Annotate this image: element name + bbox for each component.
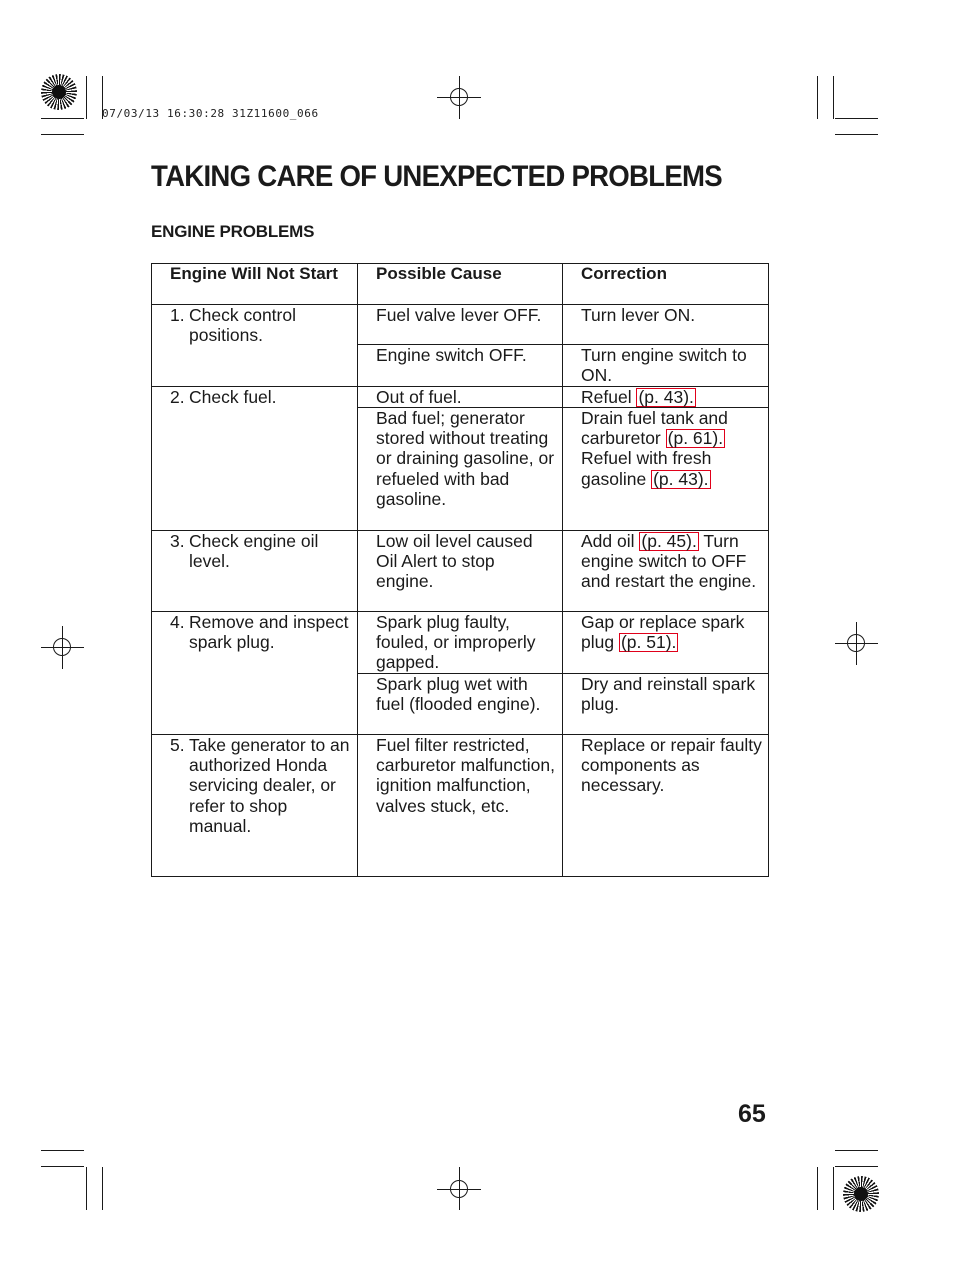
step-cell: [152, 611, 358, 734]
section-title: ENGINE PROBLEMS: [151, 222, 315, 241]
cause-cell: Low oil level caused Oil Alert to stop engine.: [358, 530, 563, 611]
correction-text: Refuel: [581, 386, 632, 407]
cause-cell: Spark plug wet with fuel (flooded engine).: [358, 673, 563, 734]
page-reference-link[interactable]: (p. 43).: [653, 468, 709, 489]
page-title: TAKING CARE OF UNEXPECTED PROBLEMS: [151, 160, 722, 193]
step-text: spark plug.: [189, 632, 275, 653]
table-row: [152, 305, 769, 345]
step-number: 2.: [170, 386, 185, 407]
step-cell: [152, 386, 358, 530]
crop-mark: [459, 1167, 460, 1210]
step-text: Remove and inspect: [189, 611, 349, 632]
correction-text: Gap or replace spark plug: [581, 611, 745, 653]
correction-cell: Replace or repair faulty components as necessary.: [563, 734, 769, 876]
step-number: 4.: [170, 611, 185, 632]
cause-cell: Spark plug faulty, fouled, or improperly gapped.: [358, 611, 563, 673]
step-text: Check fuel.: [189, 386, 277, 407]
step-cell: [152, 734, 358, 876]
crop-mark: [41, 1150, 84, 1151]
table-row: [152, 386, 769, 407]
crop-mark: [835, 1166, 878, 1167]
cause-cell: Bad fuel; generator stored without treating or draining gasoline, or refueled with bad gasoline.: [358, 407, 563, 530]
registration-mark-top-left: [41, 74, 77, 110]
step-text: Check control positions.: [189, 305, 296, 346]
correction-text: Turn engine switch to OFF and restart the engine.: [581, 530, 757, 592]
step-cell: [152, 305, 358, 387]
step-number: 5.: [170, 734, 185, 755]
crop-mark: [856, 622, 857, 665]
correction-cell: [563, 407, 769, 530]
step-text: Take generator to an authorized Honda servicing dealer, or refer to shop manual.: [189, 734, 350, 836]
table-row: [152, 530, 769, 611]
correction-cell: [563, 530, 769, 611]
correction-cell: [563, 386, 769, 407]
crop-mark: [459, 76, 460, 119]
step-number: 1.: [170, 305, 185, 325]
page-number: 65: [738, 1100, 766, 1128]
crop-mark: [102, 1167, 103, 1210]
crop-mark: [835, 134, 878, 135]
table-row: [152, 611, 769, 673]
crop-mark: [835, 118, 878, 119]
crop-mark: [41, 134, 84, 135]
troubleshooting-table: [151, 263, 769, 877]
column-header-symptom: Engine Will Not Start: [152, 264, 358, 305]
crop-mark: [833, 76, 834, 119]
crop-mark: [41, 118, 84, 119]
correction-text: Add oil: [581, 530, 635, 551]
correction-text: Drain fuel tank and carburetor: [581, 407, 728, 449]
column-header-correction: Correction: [563, 264, 769, 305]
correction-cell: Dry and reinstall spark plug.: [563, 673, 769, 734]
print-timestamp: 07/03/13 16:30:28 31Z11600_066: [102, 107, 319, 120]
column-header-cause: Possible Cause: [358, 264, 563, 305]
crop-mark: [86, 1167, 87, 1210]
page-reference-link[interactable]: (p. 51).: [620, 632, 677, 653]
crop-mark: [62, 626, 63, 669]
correction-cell: Turn lever ON.: [563, 305, 769, 345]
step-cell: [152, 530, 358, 611]
correction-cell: [563, 611, 769, 673]
page-reference-link[interactable]: (p. 43).: [638, 386, 694, 407]
step-text: Check engine oil level.: [189, 530, 319, 572]
registration-mark-bottom-right: [843, 1176, 879, 1212]
crop-mark: [41, 1166, 84, 1167]
table-header-row: [152, 264, 769, 305]
crop-mark: [86, 76, 87, 119]
cause-cell: Fuel valve lever OFF.: [358, 305, 563, 345]
cause-cell: Fuel filter restricted, carburetor malfunction, ignition malfunction, valves stuck, etc.: [358, 734, 563, 876]
cause-cell: Out of fuel.: [358, 386, 563, 407]
page-reference-link[interactable]: (p. 45).: [641, 530, 697, 551]
page-reference-link[interactable]: (p. 61).: [667, 428, 724, 449]
table-row: [152, 734, 769, 876]
crop-mark: [817, 1167, 818, 1210]
crop-mark: [835, 1150, 878, 1151]
cause-cell: Engine switch OFF.: [358, 345, 563, 387]
correction-cell: Turn engine switch to ON.: [563, 345, 769, 387]
crop-mark: [817, 76, 818, 119]
crop-mark: [833, 1167, 834, 1210]
step-number: 3.: [170, 530, 185, 551]
correction-text: Refuel with fresh gasoline: [581, 448, 712, 489]
